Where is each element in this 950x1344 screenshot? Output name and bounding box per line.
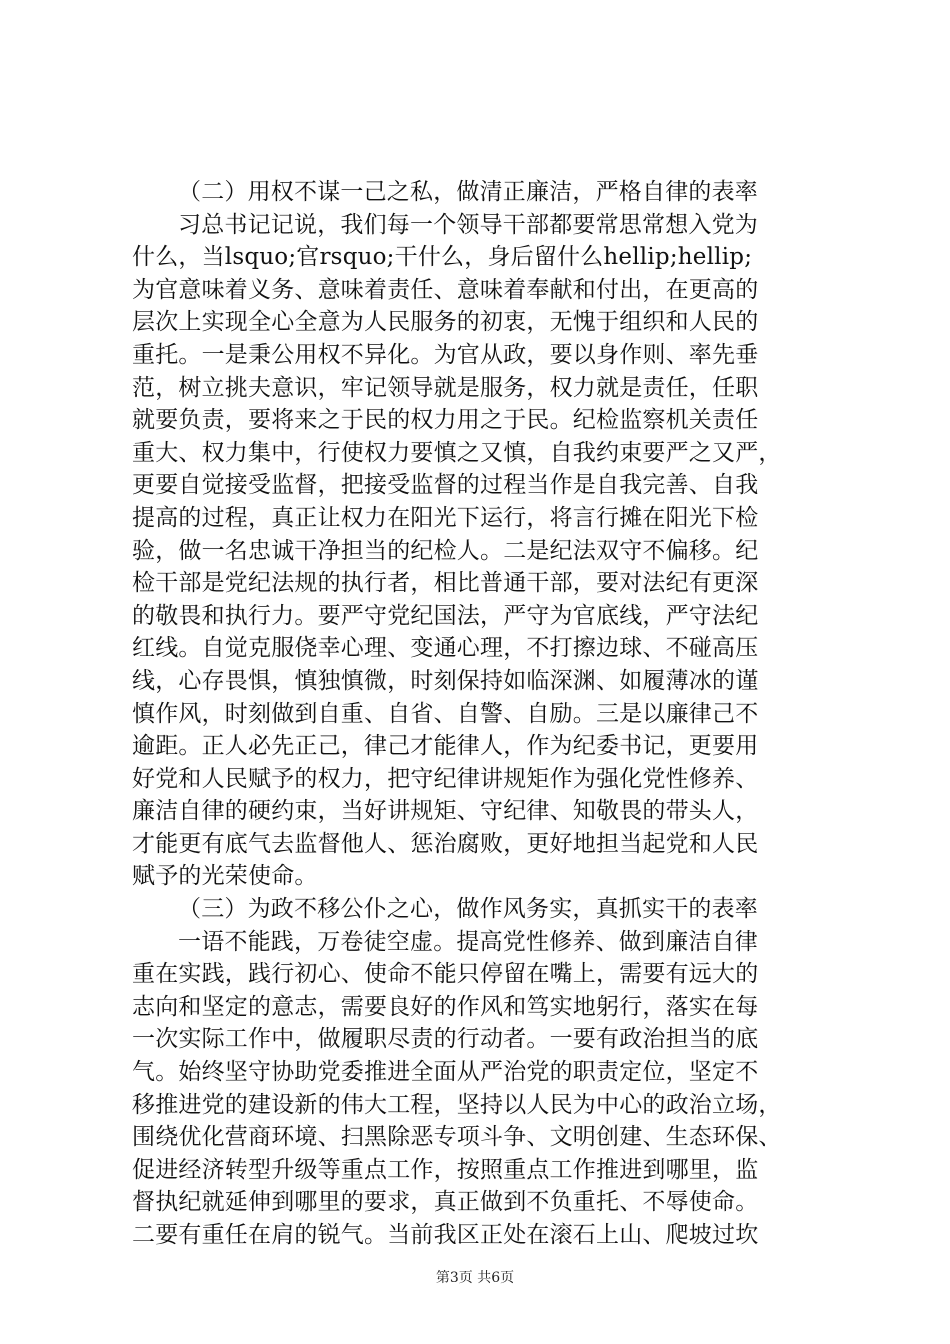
section-heading: （三）为政不移公仆之心，做作风务实，真抓实干的表率	[178, 896, 758, 923]
text-line: 为官意味着义务、意味着责任、意味着奉献和付出，在更高的	[132, 276, 759, 303]
text-line: 慎作风，时刻做到自重、自省、自警、自励。三是以廉律己不	[132, 700, 759, 727]
text-line: 更要自觉接受监督，把接受监督的过程当作是自我完善、自我	[132, 472, 759, 499]
text-line: 习总书记记说，我们每一个领导干部都要常思常想入党为	[178, 211, 758, 238]
section-heading: （二）用权不谋一己之私，做清正廉洁，严格自律的表率	[178, 179, 758, 205]
text-line: 线，心存畏惧，慎独慎微，时刻保持如临深渊、如履薄冰的谨	[132, 667, 759, 694]
text-line: 红线。自觉克服侥幸心理、变通心理，不打擦边球、不碰高压	[132, 635, 759, 662]
text-line: 移推进党的建设新的伟大工程，坚持以人民为中心的政治立场，	[132, 1091, 782, 1118]
text-line: 二要有重任在肩的锐气。当前我区正处在滚石上山、爬坡过坎	[132, 1222, 759, 1248]
text-line: 赋予的光荣使命。	[132, 863, 318, 890]
text-line: 提高的过程，真正让权力在阳光下运行，将言行摊在阳光下检	[132, 504, 759, 531]
text-line: 检干部是党纪法规的执行者，相比普通干部，要对法纪有更深	[132, 570, 759, 597]
text-line: 范，树立挑夫意识，牢记领导就是服务，权力就是责任，任职	[132, 374, 759, 401]
text-line: 什么，当lsquo;官rsquo;干什么，身后留什么hellip;hellip;	[132, 244, 753, 271]
text-line: 重大、权力集中，行使权力要慎之又慎，自我约束要严之又严，	[132, 439, 782, 466]
text-line: 才能更有底气去监督他人、惩治腐败，更好地担当起党和人民	[132, 830, 759, 857]
text-line: 好党和人民赋予的权力，把守纪律讲规矩作为强化党性修养、	[132, 765, 759, 792]
text-line: 层次上实现全心全意为人民服务的初衷，无愧于组织和人民的	[132, 309, 759, 336]
text-line: 志向和坚定的意志，需要良好的作风和笃实地躬行，落实在每	[132, 993, 759, 1020]
text-line: 逾距。正人必先正己，律己才能律人，作为纪委书记，更要用	[132, 733, 759, 760]
text-line: 一语不能践，万卷徒空虚。提高党性修养、做到廉洁自律	[178, 928, 758, 955]
text-line: 就要负责，要将来之于民的权力用之于民。纪检监察机关责任	[132, 407, 759, 434]
text-line: 重托。一是秉公用权不异化。为官从政，要以身作则、率先垂	[132, 341, 759, 368]
text-line: 围绕优化营商环境、扫黑除恶专项斗争、文明创建、生态环保、	[132, 1124, 782, 1151]
text-line: 气。始终坚守协助党委推进全面从严治党的职责定位，坚定不	[132, 1059, 759, 1086]
text-line: 督执纪就延伸到哪里的要求，真正做到不负重托、不辱使命。	[132, 1189, 759, 1216]
text-line: 廉洁自律的硬约束，当好讲规矩、守纪律、知敬畏的带头人，	[132, 798, 759, 825]
text-line: 一次实际工作中，做履职尽责的行动者。一要有政治担当的底	[132, 1026, 759, 1053]
text-line: 验，做一名忠诚干净担当的纪检人。二是纪法双守不偏移。纪	[132, 537, 759, 564]
text-line: 重在实践，践行初心、使命不能只停留在嘴上，需要有远大的	[132, 961, 759, 988]
text-line: 促进经济转型升级等重点工作，按照重点工作推进到哪里，监	[132, 1156, 759, 1183]
text-line: 的敬畏和执行力。要严守党纪国法，严守为官底线，严守法纪	[132, 602, 759, 629]
document-body	[132, 176, 832, 1252]
page-number-footer: 第3页 共6页	[435, 1270, 515, 1286]
